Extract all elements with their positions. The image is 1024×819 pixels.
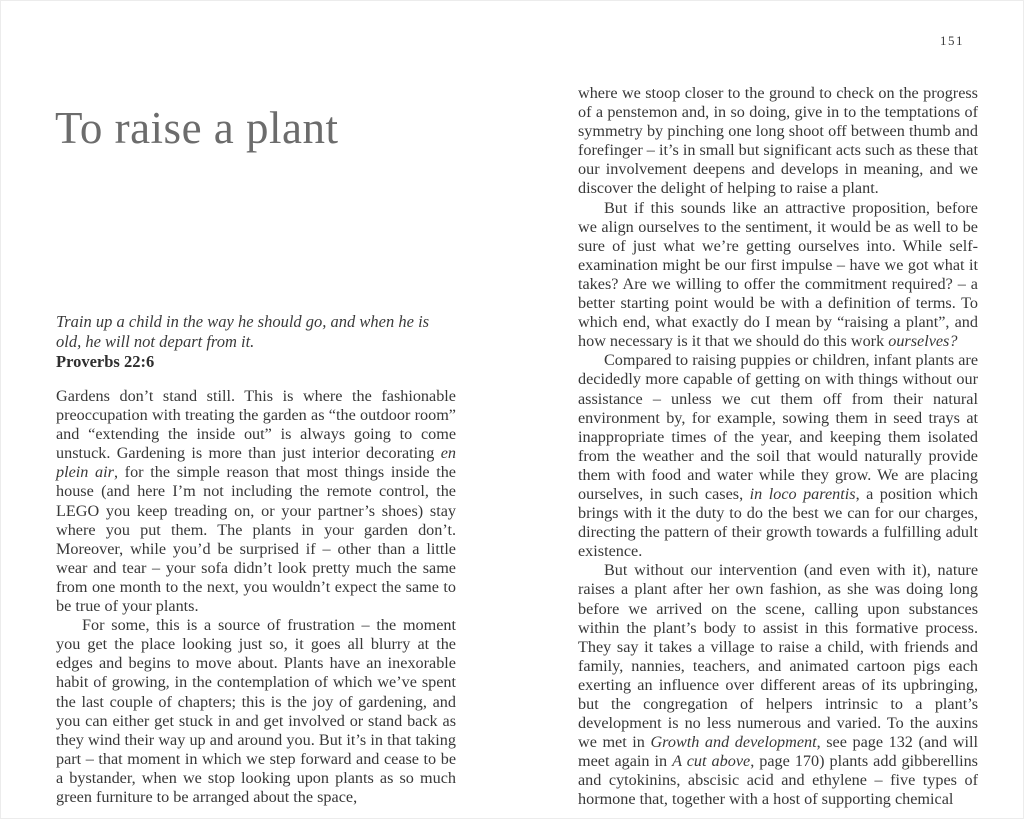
left-column — [56, 312, 456, 807]
body-paragraph: where we stoop closer to the ground to check on the progress of a penstemon and, in so doing, give in to the temptations of symmetry by pinching one long shoot off between thumb and forefinger – it’s in small but significant acts such as these that our involvement deepens and develops in meaning, and we discover the delight of helping to raise a plant. — [578, 84, 978, 198]
body-paragraph: For some, this is a source of frustration – the moment you get the place looking just so, it goes all blurry at the edges and begins to move about. Plants have an inexorable habit of growing, in the contemplation of which we’ve spent the last couple of chapters; this is the joy of gardening, and you can either get stuck in and get involved or stand back as they wind their way up and around you. But it’s in that taking part – that moment in which we step forward and cease to be a bystander, when we stop looking upon plants as so much green furniture to be arranged about the space, — [56, 616, 456, 806]
body-paragraph: But without our intervention (and even with it), nature raises a plant after her own fashion, as she was doing long before we arrived on the scene, calling upon substances within the plant’s body to assist in this formative process. They say it takes a village to raise a child, with friends and family, nannies, teachers, and animated cartoon pigs each exerting an influence over different areas of its upbringing, but the congregation of helpers intrinsic to a plant’s development is no less numerous and varied. To the auxins we met in Growth and development, see page 132 (and will meet again in A cut above, page 170) plants add gibberellins and cytokinins, abscisic acid and ethylene – five types of hormone that, together with a host of supporting chemical — [578, 561, 979, 809]
chapter-title: To raise a plant — [55, 103, 339, 154]
right-column — [578, 84, 978, 810]
body-paragraph: But if this sounds like an attractive proposition, before we align ourselves to the sentiment, it would be as well to be sure of just what we’re getting ourselves into. While self-examination might be our first impulse – have we got what it takes? Are we willing to offer the commitment required? – a better starting point would be with a definition of terms. To which end, what exactly do I mean by “raising a plant”, and how necessary is it that we should do this work ourselves? — [578, 198, 978, 351]
body-paragraph: Compared to raising puppies or children, infant plants are decidedly more capable of getting on with things without our assistance – unless we cut them off from their natural environment by, for example, sowing them in seed trays at inappropriate times of the year, and keeping them isolated from the weather and the soil that would naturally provide them with food and water while they grow. We are placing ourselves, in such cases, in loco parentis, a position which brings with it the duty to do the best we can for our charges, directing the pattern of their growth towards a fulfilling adult existence. — [578, 351, 979, 561]
body-paragraph: Gardens don’t stand still. This is where the fashionable preoccupation with treating the garden as “the outdoor room” and “extending the inside out” is always going to come unstuck. Gardening is more than just interior decorating en plein air, for the simple reason that most things inside the house (and here I’m not including the remote control, the LEGO you keep treading on, or your partner’s shoes) stay where you put them. The plants in your garden don’t. Moreover, while you’d be surprised if – other than a little wear and tear – your sofa didn’t look pretty much the same from one month to the next, you wouldn’t expect the same to be true of your plants. — [56, 387, 456, 616]
epigraph-quote: Train up a child in the way he should go, and when he is old, he will not depart from it. — [56, 312, 430, 351]
page-number: 151 — [940, 33, 964, 48]
epigraph-source: Proverbs 22:6 — [56, 352, 155, 371]
